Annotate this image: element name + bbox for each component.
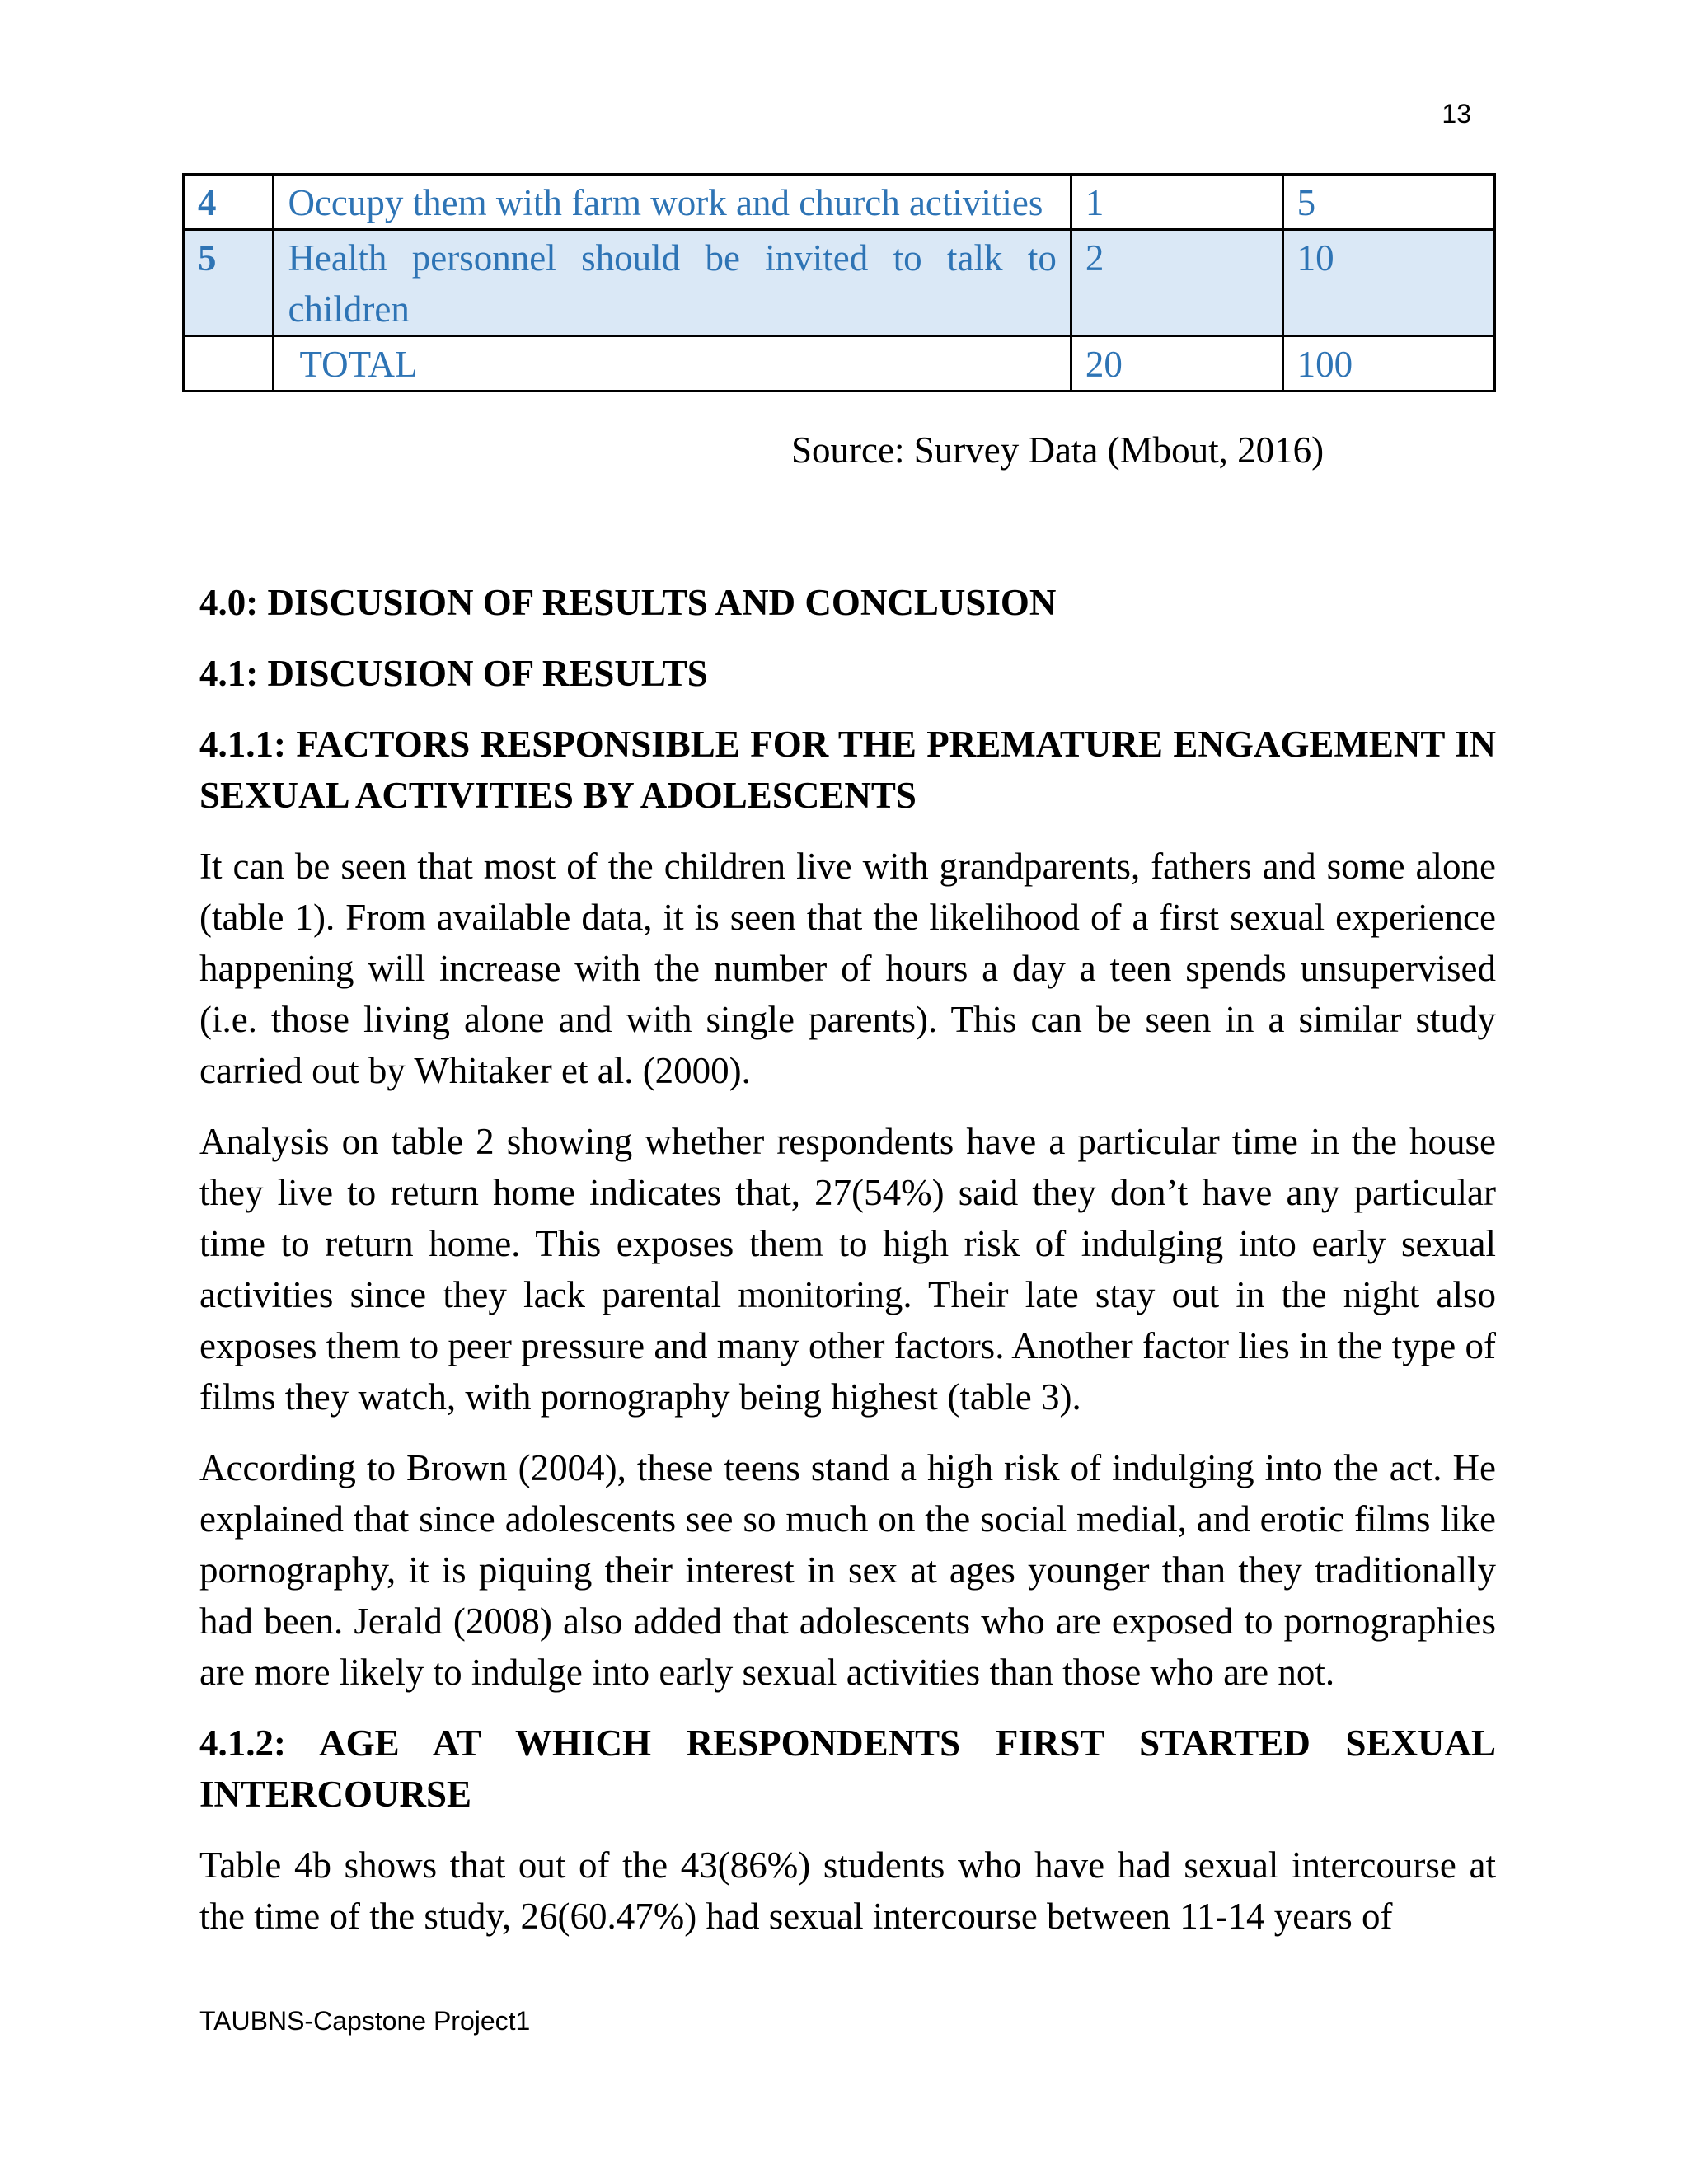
paragraph: Table 4b shows that out of the 43(86%) students who have had sexual intercourse at the time of the study, 26(60.47%) had sexual intercourse between 11-14 years of	[199, 1844, 1496, 1937]
row-percent: 5	[1282, 175, 1494, 230]
row-description: TOTAL	[274, 336, 1071, 391]
page-number: 13	[1442, 99, 1471, 129]
row-number: 4	[184, 175, 274, 230]
results-table	[182, 173, 1496, 392]
paragraph: According to Brown (2004), these teens stand a high risk of indulging into the act. He explained that since adolescents see so much on the social medial, and erotic films like pornography, it is piquing their interest in sex at ages younger than they traditionally had been. Jerald (2008) also added that adolescents who are exposed to pornographies are more likely to indulge into early sexual activities than those who are not.	[199, 1447, 1496, 1693]
document-body	[199, 577, 1496, 1961]
row-percent: 100	[1282, 336, 1494, 391]
paragraph: It can be seen that most of the children live with grandparents, fathers and some alone (table 1). From available data, it is seen that the likelihood of a first sexual experience happening will increase with the number of hours a day a teen spends unsupervised (i.e. those living alone and with single parents). This can be seen in a similar study carried out by Whitaker et al. (2000).	[199, 846, 1496, 1091]
paragraph: Analysis on table 2 showing whether respondents have a particular time in the house they live to return home indicates that, 27(54%) said they don’t have any particular time to return home. This exposes them to high risk of indulging into early sexual activities since they lack parental monitoring. Their late stay out in the night also exposes them to peer pressure and many other factors. Another factor lies in the type of films they watch, with pornography being highest (table 3).	[199, 1121, 1496, 1418]
section-heading-4-1: 4.1: DISCUSION OF RESULTS	[199, 653, 708, 694]
row-number	[184, 336, 274, 391]
section-heading-4-0: 4.0: DISCUSION OF RESULTS AND CONCLUSION	[199, 582, 1057, 623]
table-source: Source: Survey Data (Mbout, 2016)	[791, 429, 1325, 471]
section-heading-4-1-1: 4.1.1: FACTORS RESPONSIBLE FOR THE PREMATURE ENGAGEMENT IN SEXUAL ACTIVITIES BY ADOLESCENTS	[199, 724, 1496, 816]
table-row-total	[184, 336, 1495, 391]
row-frequency: 1	[1071, 175, 1282, 230]
page-footer: TAUBNS-Capstone Project1	[199, 2006, 531, 2036]
row-frequency: 2	[1071, 230, 1282, 336]
row-number: 5	[184, 230, 274, 336]
section-heading-4-1-2: 4.1.2: AGE AT WHICH RESPONDENTS FIRST STARTED SEXUAL INTERCOURSE	[199, 1722, 1496, 1815]
row-percent: 10	[1282, 230, 1494, 336]
table-row	[184, 175, 1495, 230]
table-row	[184, 230, 1495, 336]
row-description: Occupy them with farm work and church activities	[274, 175, 1071, 230]
row-description: Health personnel should be invited to talk to children	[274, 230, 1071, 336]
row-frequency: 20	[1071, 336, 1282, 391]
